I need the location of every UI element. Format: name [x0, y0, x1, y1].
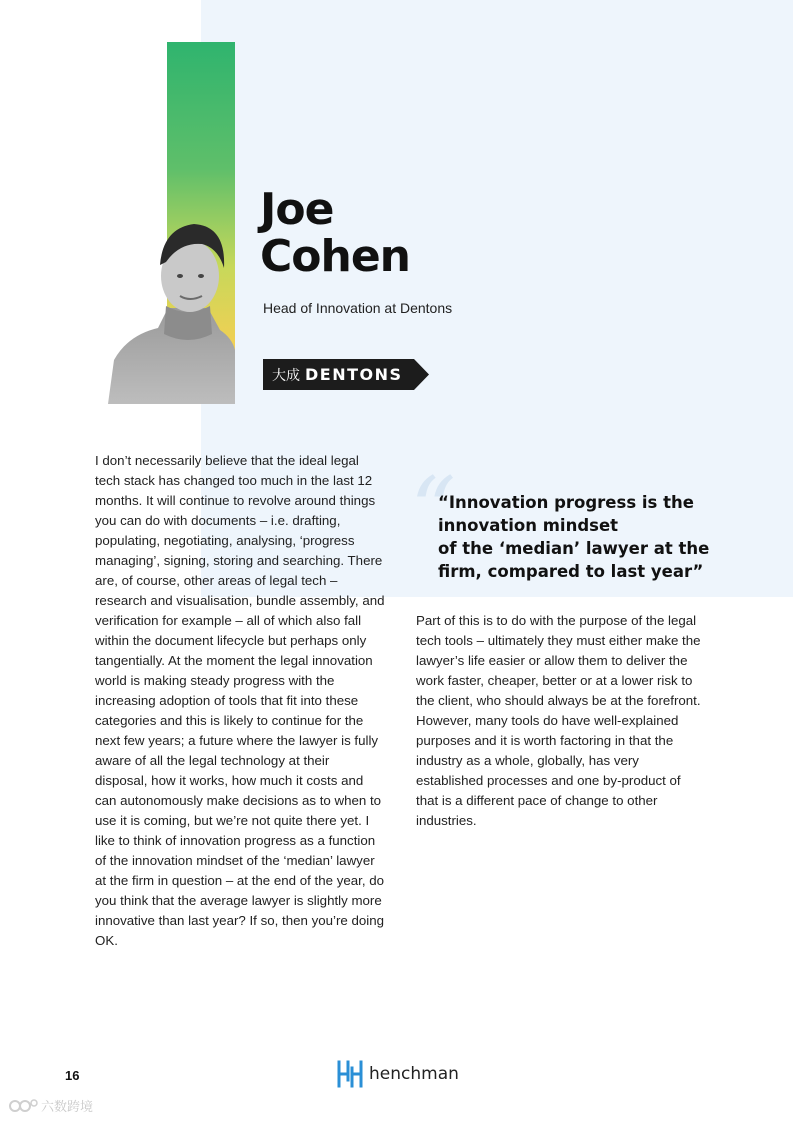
person-name	[260, 186, 410, 280]
pull-quote	[438, 491, 738, 583]
article-left-column: I don’t necessarily believe that the ideal legal tech stack has changed too much in the last 12 months. It will continue to revolve around things you can do with documents – i.e. drafting, populating, negotiating, analysing, ‘progress managing’, signing, storing and searching. There are, of course, other areas of legal tech – research and visualisation, bundle assembly, and verification for example – all of which also fall within the document lifecycle but perhaps only tangentially. At the moment the legal innovation world is making steady progress with the increasing adoption of tools that fit into these categories and this is likely to continue for the next few years; a future where the lawyer is fully aware of all the legal technology at their disposal, how it works, how much it costs and can autonomously make decisions as to when to use it is coming, but we’re not quite there yet. I like to think of innovation progress as a function of the innovation mindset of the ‘median’ lawyer at the firm in question – at the end of the year, do you think that the average lawyer is slightly more innovative than last year? If so, then you’re doing OK.	[95, 453, 385, 948]
henchman-wordmark: henchman	[369, 1064, 459, 1084]
last-name: Cohen	[260, 231, 411, 282]
pull-quote-line: “Innovation progress is the	[438, 493, 694, 512]
quote-mark-icon: “	[410, 458, 457, 563]
pull-quote-line: innovation mindset	[438, 516, 619, 535]
watermark-logo-icon	[8, 1099, 38, 1113]
dentons-logo	[263, 359, 429, 390]
henchman-logo-icon	[336, 1060, 364, 1088]
person-role: Head of Innovation at Dentons	[263, 300, 453, 316]
henchman-logo	[336, 1060, 459, 1088]
portrait-photo	[108, 210, 235, 404]
watermark	[8, 1096, 93, 1115]
watermark-text: 六数跨境	[41, 1099, 94, 1114]
dentons-logo-chinese: 大成	[272, 368, 300, 384]
pull-quote-line: firm, compared to last year”	[438, 562, 704, 581]
pull-quote-line: of the ‘median’ lawyer at the	[438, 539, 710, 558]
dentons-logo-word: DENTONS	[305, 365, 403, 384]
first-name: Joe	[260, 184, 334, 235]
article-right-column: Part of this is to do with the purpose of the legal tech tools – ultimately they must either make the lawyer’s life easier or allow them to deliver the work faster, cheaper, better or at a lower risk to the client, who should always be at the forefront. However, many tools do have well-explained purposes and it is worth factoring in that the industry as a whole, globally, has very established processes and one by-product of that is a different pace of change to other industries.	[416, 613, 701, 828]
page-number: 16	[65, 1068, 80, 1083]
